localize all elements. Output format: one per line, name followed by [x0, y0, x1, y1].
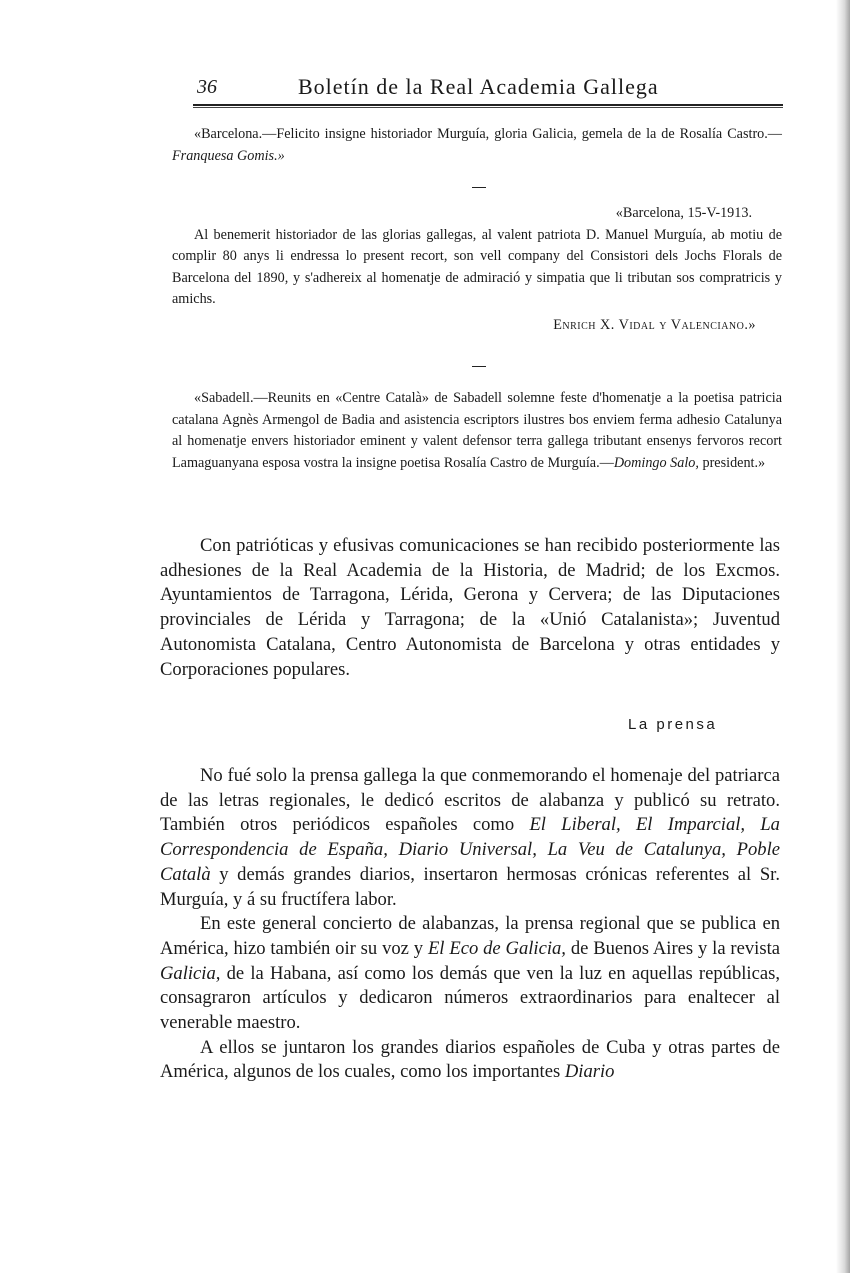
- separator-dash: [472, 187, 486, 188]
- page-edge-shadow: [836, 0, 850, 1273]
- prensa-p2-text-b: de Buenos Aires y la revista: [565, 937, 780, 959]
- separator-dash: [472, 366, 486, 367]
- header-rule: [193, 107, 783, 108]
- adhesions-text: Con patrióticas y efusivas comunicaciones se han recibido posteriormente las adhesiones de la Real Academia de la Historia, de Madrid; de los Excmos. Ayuntamientos de Tarragona, Lérida, Gerona y Cervera; de las Diputaciones provinciales de Lérida y Tarragona; de la «Unió Catalanista»; Juventud Autonomista Catalana, Centro Autonomista de Barcelona y otras entidades y Corporaciones populares.: [160, 535, 780, 680]
- journal-title: Boletín de la Real Academia Gallega: [298, 74, 659, 99]
- prensa-paragraph-1: [160, 764, 780, 912]
- page-number: 36: [197, 76, 217, 98]
- telegram-vidal-text: Al benemerit historiador de las glorias gallegas, al valent patriota D. Manuel Murguía, ab motiu de complir 80 anys li endressa lo present recort, son vell company del Consistori dels Jochs Florals de Barcelona del 1890, y s'adhereix al homenatje de admiració y simpatia que li tributan sos compratricis y amichs.: [172, 226, 782, 307]
- telegram-sabadell-signature: Domingo Salo,: [613, 454, 699, 471]
- prensa-p1-titles: El Liberal, El Imparcial, La Correspondencia de España, Diario Universal, La Veu de Catalunya, Poble Català: [160, 814, 780, 885]
- prensa-section: [160, 764, 780, 1085]
- section-title: La prensa: [628, 716, 718, 733]
- prensa-p2-title-1: El Eco de Galicia,: [427, 937, 566, 959]
- prensa-p3-text-a: A ellos se juntaron los grandes diarios españoles de Cuba y otras partes de América, algunos de los cuales, como los importantes: [160, 1036, 780, 1083]
- prensa-paragraph-3: [160, 1036, 780, 1085]
- telegram-gomis: [172, 124, 782, 167]
- telegram-sabadell-tail: president.»: [698, 454, 766, 471]
- telegram-sabadell-text: «Sabadell.—Reunits en «Centre Català» de Sabadell solemne feste d'homenatje a la poetisa patricia catalana Agnès Armengol de Badia and asistencia escriptors ilustres bos enviem ferma adhesio Catalunya al homenatje envers historiador eminent y valent defensor terra gallega tributant ensenys fervoros recort Lamaguanyana esposa vostra la insigne poetisa Rosalía Castro de Murguía.—: [172, 390, 782, 471]
- prensa-p2-text-c: de la Habana, así como los demás que ven la luz en aquellas repúblicas, consagraron artículos y dedicaron números extraordinarios para enaltecer al venerable maestro.: [160, 962, 780, 1034]
- telegram-gomis-signature: Franquesa Gomis.»: [172, 147, 285, 164]
- telegram-vidal-signature: Enrich X. Vidal y Valenciano.»: [553, 316, 756, 333]
- prensa-paragraph-2: [160, 912, 780, 1036]
- prensa-p2-text-a: En este general concierto de alabanzas, la prensa regional que se publica en América, hizo también oir su voz y: [160, 913, 780, 959]
- telegram-sabadell: [172, 388, 782, 474]
- page-header: [193, 76, 783, 106]
- prensa-p1-text-a: No fué solo la prensa gallega la que conmemorando el homenaje del patriarca de las letras regionales, le dedicó escritos de alabanza y publicó su retrato. También otros periódicos españoles como: [160, 765, 780, 836]
- prensa-p3-title: Diario: [564, 1061, 615, 1083]
- prensa-p2-title-2: Galicia,: [160, 962, 221, 984]
- telegram-gomis-text: «Barcelona.—Felicito insigne historiador Murguía, gloria Galicia, gemela de la de Rosalía Castro.—: [194, 126, 782, 142]
- telegram-vidal: [172, 203, 782, 336]
- telegram-vidal-dateline: «Barcelona, 15-V-1913.: [615, 205, 752, 221]
- prensa-p1-text-b: y demás grandes diarios, insertaron hermosas crónicas referentes al Sr. Murguía, y á su fructífera labor.: [160, 863, 780, 910]
- adhesions-paragraph: [160, 534, 780, 682]
